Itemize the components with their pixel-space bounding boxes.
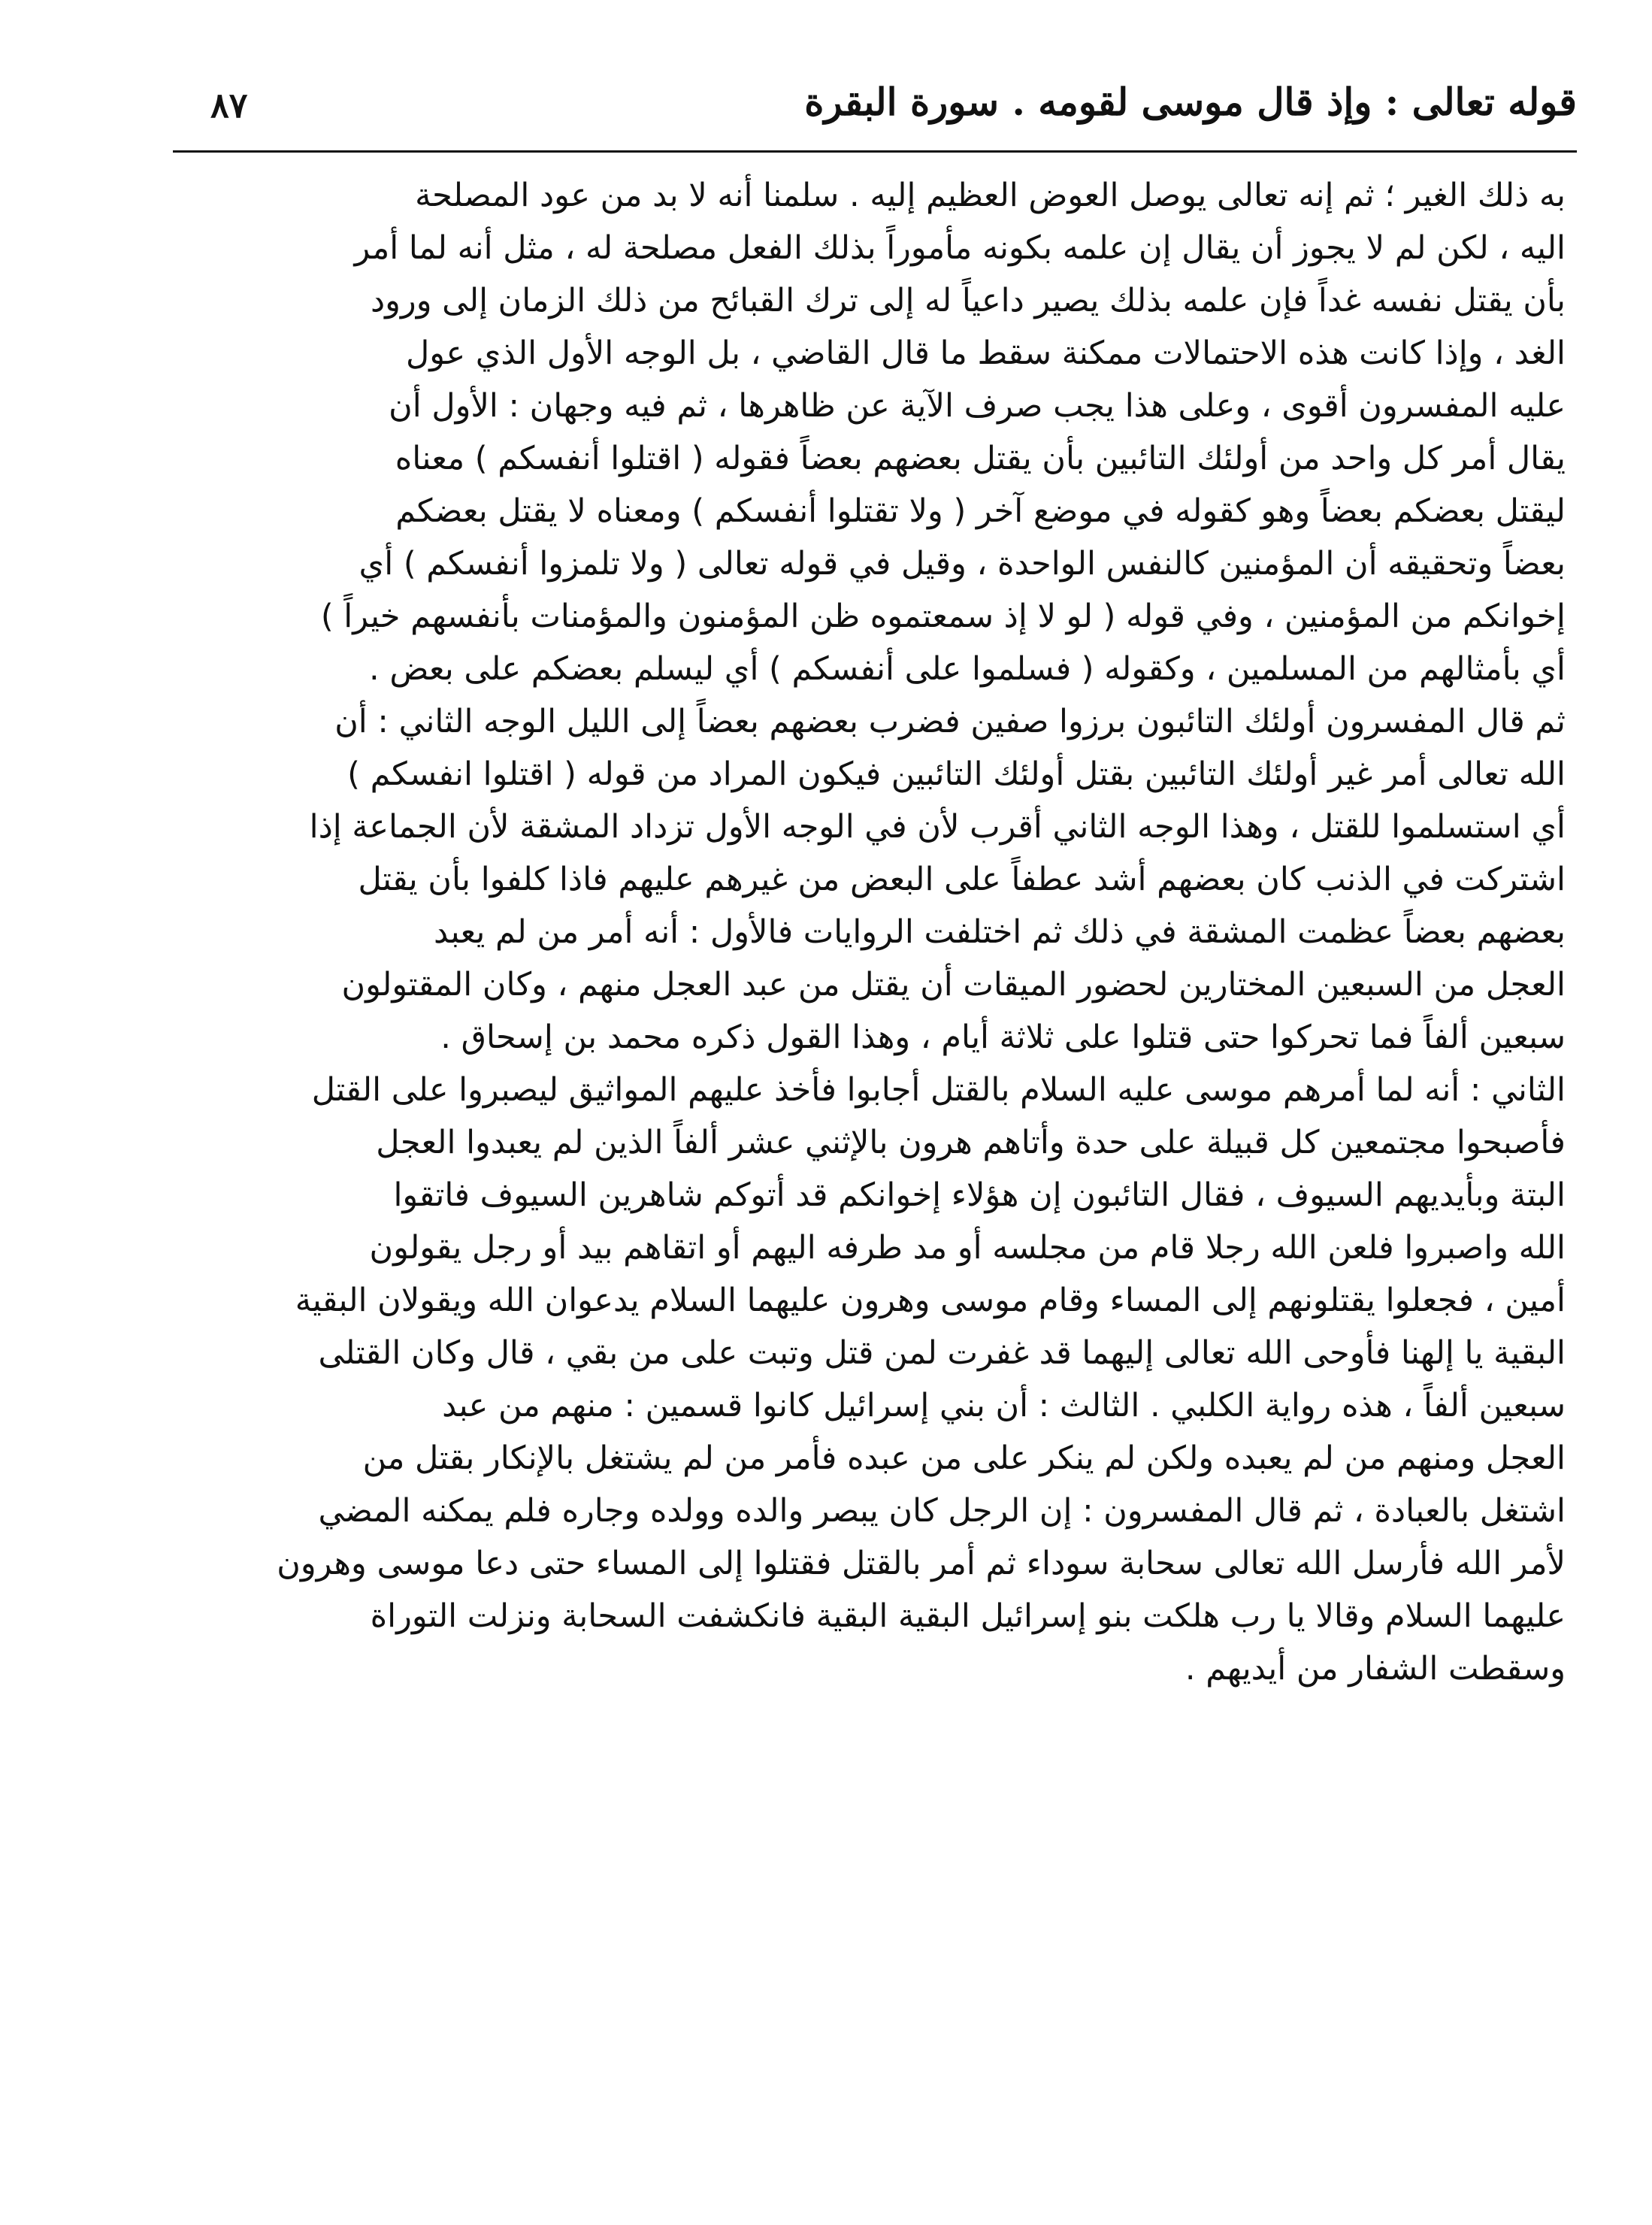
text-line: إخوانكم من المؤمنين ، وفي قوله ( لو لا إذ سمعتموه ظن المؤمنون والمؤمنات بأنفسهم خيراً ) [320,598,1566,635]
text-line: اليه ، لكن لم لا يجوز أن يقال إن علمه بكونه مأموراً بذلك الفعل مصلحة له ، مثل أنه لما أمر [354,229,1566,267]
text-line: به ذلك الغير ؛ ثم إنه تعالى يوصل العوض العظيم إليه . سلمنا أنه لا بد من عود المصلحة [415,177,1566,214]
text-line: ثم قال المفسرون أولئك التائبون برزوا صفين فضرب بعضهم بعضاً إلى الليل الوجه الثاني : أن [334,703,1566,740]
text-line: بأن يقتل نفسه غداً فإن علمه بذلك يصير داعياً له إلى ترك القبائح من ذلك الزمان إلى ورود [371,282,1566,319]
text-line: أمين ، فجعلوا يقتلونهم إلى المساء وقام موسى وهرون عليهما السلام يدعوان الله ويقولان البقية [295,1282,1566,1319]
text-line: البتة وبأيديهم السيوف ، فقال التائبون إن هؤلاء إخوانكم قد أتوكم شاهرين السيوف فاتقوا [393,1176,1566,1214]
text-line: وسقطت الشفار من أيديهم . [1185,1650,1566,1688]
text-line: اشتركت في الذنب كان بعضهم أشد عطفاً على البعض من غيرهم عليهم فاذا كلفوا بأن يقتل [358,861,1566,898]
text-line: البقية يا إلهنا فأوحى الله تعالى إليهما قد غفرت لمن قتل وتبت على من بقي ، قال وكان القتلى [318,1334,1566,1372]
text-line: اشتغل بالعبادة ، ثم قال المفسرون : إن الرجل كان يبصر والده وولده وجاره فلم يمكنه المضي [318,1492,1566,1530]
body-text [154,169,1566,1695]
text-line: سبعين ألفاً فما تحركوا حتى قتلوا على ثلاثة أيام ، وهذا القول ذكره محمد بن إسحاق . [440,1019,1566,1056]
text-line: سبعين ألفاً ، هذه رواية الكلبي . الثالث : أن بني إسرائيل كانوا قسمين : منهم من عبد [442,1387,1566,1424]
text-line: أي بأمثالهم من المسلمين ، وكقوله ( فسلموا على أنفسكم ) أي ليسلم بعضكم على بعض . [369,650,1566,688]
header-title: قوله تعالى : وإذ قال موسى لقومه . سورة البقرة [804,80,1577,124]
text-line: عليهما السلام وقالا يا رب هلكت بنو إسرائيل البقية البقية فانكشفت السحابة ونزلت التوراة [370,1597,1566,1635]
text-line: بعضاً وتحقيقه أن المؤمنين كالنفس الواحدة ، وقيل في قوله تعالى ( ولا تلمزوا أنفسكم ) أي [359,545,1566,583]
page-number: ٨٧ [210,85,248,126]
text-line: عليه المفسرون أقوى ، وعلى هذا يجب صرف الآية عن ظاهرها ، ثم فيه وجهان : الأول أن [389,387,1566,425]
text-line: الله تعالى أمر غير أولئك التائبين بقتل أولئك التائبين فيكون المراد من قوله ( اقتلوا انفسكم ) [347,755,1566,793]
text-line: العجل ومنهم من لم يعبده ولكن لم ينكر على من عبده فأمر من لم يشتغل بالإنكار بقتل من [362,1439,1566,1477]
text-line: العجل من السبعين المختارين لحضور الميقات أن يقتل من عبد العجل منهم ، وكان المقتولون [341,966,1566,1004]
text-line: الله واصبروا فلعن الله رجلا قام من مجلسه أو مد طرفه اليهم أو اتقاهم بيد أو رجل يقولون [369,1229,1566,1267]
text-line: ليقتل بعضكم بعضاً وهو كقوله في موضع آخر ( ولا تقتلوا أنفسكم ) ومعناه لا يقتل بعضكم [395,492,1566,530]
running-header [173,66,1577,156]
text-line: لأمر الله فأرسل الله تعالى سحابة سوداء ثم أمر بالقتل فقتلوا إلى المساء حتى دعا موسى وهرون [277,1545,1566,1582]
text-line: يقال أمر كل واحد من أولئك التائبين بأن يقتل بعضهم بعضاً فقوله ( اقتلوا أنفسكم ) معناه [395,440,1566,477]
text-line: أي استسلموا للقتل ، وهذا الوجه الثاني أقرب لأن في الوجه الأول تزداد المشقة لأن الجماعة إذا [309,808,1566,846]
header-rule [173,150,1577,153]
text-line: الغد ، وإذا كانت هذه الاحتمالات ممكنة سقط ما قال القاضي ، بل الوجه الأول الذي عول [405,335,1566,372]
text-line: الثاني : أنه لما أمرهم موسى عليه السلام بالقتل أجابوا فأخذ عليهم المواثيق ليصبروا على القتل [311,1071,1566,1109]
text-line: فأصبحوا مجتمعين كل قبيلة على حدة وأتاهم هرون بالإثني عشر ألفاً الذين لم يعبدوا العجل [376,1124,1566,1161]
text-line: بعضهم بعضاً عظمت المشقة في ذلك ثم اختلفت الروايات فالأول : أنه أمر من لم يعبد [434,913,1566,951]
